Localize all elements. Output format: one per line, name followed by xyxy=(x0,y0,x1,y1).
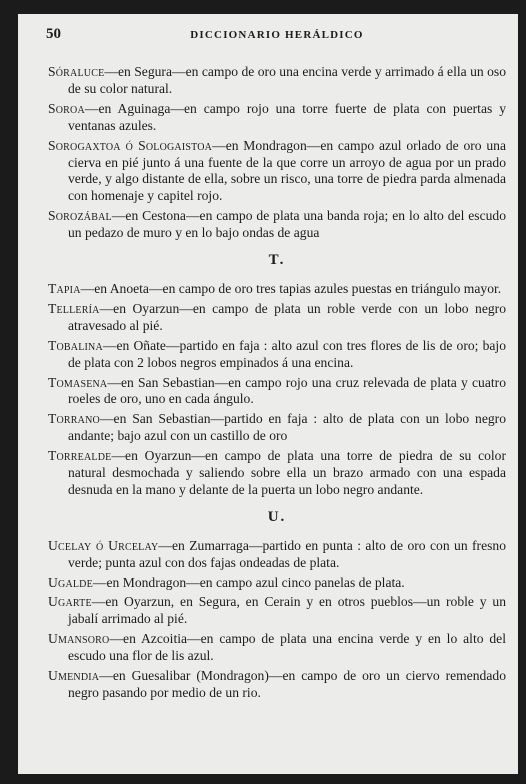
entry-headword: Sorozábal xyxy=(48,208,112,224)
entry xyxy=(48,101,506,135)
entry-headword: Tapia xyxy=(48,280,81,296)
book-page xyxy=(18,14,518,774)
entry xyxy=(48,575,506,592)
entry xyxy=(48,64,506,98)
entry xyxy=(48,594,506,628)
entry-text: —en Oñate—partido en faja : alto azul con tres flores de lis de oro; bajo de plata con 2 lobos negros empinados á una encina. xyxy=(68,337,506,370)
entry-headword: Tellería xyxy=(48,300,100,316)
entry xyxy=(48,301,506,335)
entry-text: —en Azcoitia—en campo de plata una encina verde y en lo alto del escudo una flor de lis azul. xyxy=(68,631,506,664)
entry-text: —en Aguinaga—en campo rojo una torre fuerte de plata con puertas y ventanas azules. xyxy=(68,100,506,133)
entry-text: —en San Sebastian—partido en faja : alto de plata con un lobo negro andante; bajo azul con un castillo de oro xyxy=(68,411,506,444)
entry-text: —en Cestona—en campo de plata una banda roja; en lo alto del escudo un pedazo de muro y en lo bajo ondas de agua xyxy=(68,208,506,241)
entry-text: —en Oyarzun—en campo de plata una torre de piedra de su color natural desmochada y saliendo sobre ella un brazo armado con una espada desnuda en la mano y delante de la puerta un lobo negro andante. xyxy=(68,448,506,497)
entry xyxy=(48,338,506,372)
entry xyxy=(48,668,506,702)
entry-text: —en Oyarzun—en campo de plata un roble verde con un lobo negro atravesado al pié. xyxy=(68,300,506,333)
entry-headword: Soroa xyxy=(48,100,85,116)
entry xyxy=(48,538,506,572)
section-s xyxy=(48,64,506,242)
entry-headword: Torrealde xyxy=(48,448,112,464)
entry-text: —en Segura—en campo de oro una encina verde y arrimado á ella un oso de su color natural. xyxy=(68,64,506,96)
section-heading-u: U. xyxy=(267,508,287,525)
entry-headword: Umendia xyxy=(48,668,100,684)
entry-text: —en Zumarraga—partido en punta : alto de oro con un fresno verde; punta azul con dos fajas ondeadas de plata. xyxy=(68,537,507,570)
dictionary-text xyxy=(48,64,506,705)
entry-text: —en Oyarzun, en Segura, en Cerain y en otros pueblos—un roble y un jabalí arrimado al pié. xyxy=(68,594,506,627)
section-u xyxy=(48,538,506,702)
entry-headword: Sorogaxtoa ó Sologaistoa xyxy=(48,137,213,153)
entry-text: —en Mondragon—en campo azul orlado de oro una cierva en pié junto á una fuente de la que corre un arroyo de agua por un prado verde, y algo distante de ella, sobre un risco, una torre de piedra parda almenada con homenaje y capitel rojo. xyxy=(68,137,506,204)
running-head xyxy=(46,26,508,48)
entry-headword: Sóraluce xyxy=(48,64,105,79)
entry-headword: Torrano xyxy=(48,411,100,427)
entry-text: —en Guesalibar (Mondragon)—en campo de oro un ciervo remendado negro pasando por medio de un rio. xyxy=(68,668,506,700)
entry-headword: Ucelay ó Urcelay xyxy=(48,537,159,553)
section-heading-t: T. xyxy=(268,252,286,269)
running-title: DICCIONARIO HERÁLDICO xyxy=(190,29,364,41)
section-t xyxy=(48,281,506,499)
page-number: 50 xyxy=(46,26,61,42)
entry xyxy=(48,281,506,298)
entry xyxy=(48,631,506,665)
entry-headword: Tomasena xyxy=(48,374,108,390)
entry xyxy=(48,138,506,206)
entry-text: —en Anoeta—en campo de oro tres tapias azules puestas en triángulo mayor. xyxy=(80,280,502,296)
entry-headword: Ugarte xyxy=(48,594,92,610)
entry xyxy=(48,375,506,409)
entry xyxy=(48,411,506,445)
entry-text: —en San Sebastian—en campo rojo una cruz relevada de plata y cuatro roeles de oro, uno en cada ángulo. xyxy=(68,374,506,407)
entry xyxy=(48,448,506,499)
entry-text: —en Mondragon—en campo azul cinco panelas de plata. xyxy=(92,574,405,590)
entry-headword: Umansoro xyxy=(48,631,110,647)
entry-headword: Ugalde xyxy=(48,574,93,590)
entry-headword: Tobalina xyxy=(48,337,103,353)
entry xyxy=(48,208,506,242)
